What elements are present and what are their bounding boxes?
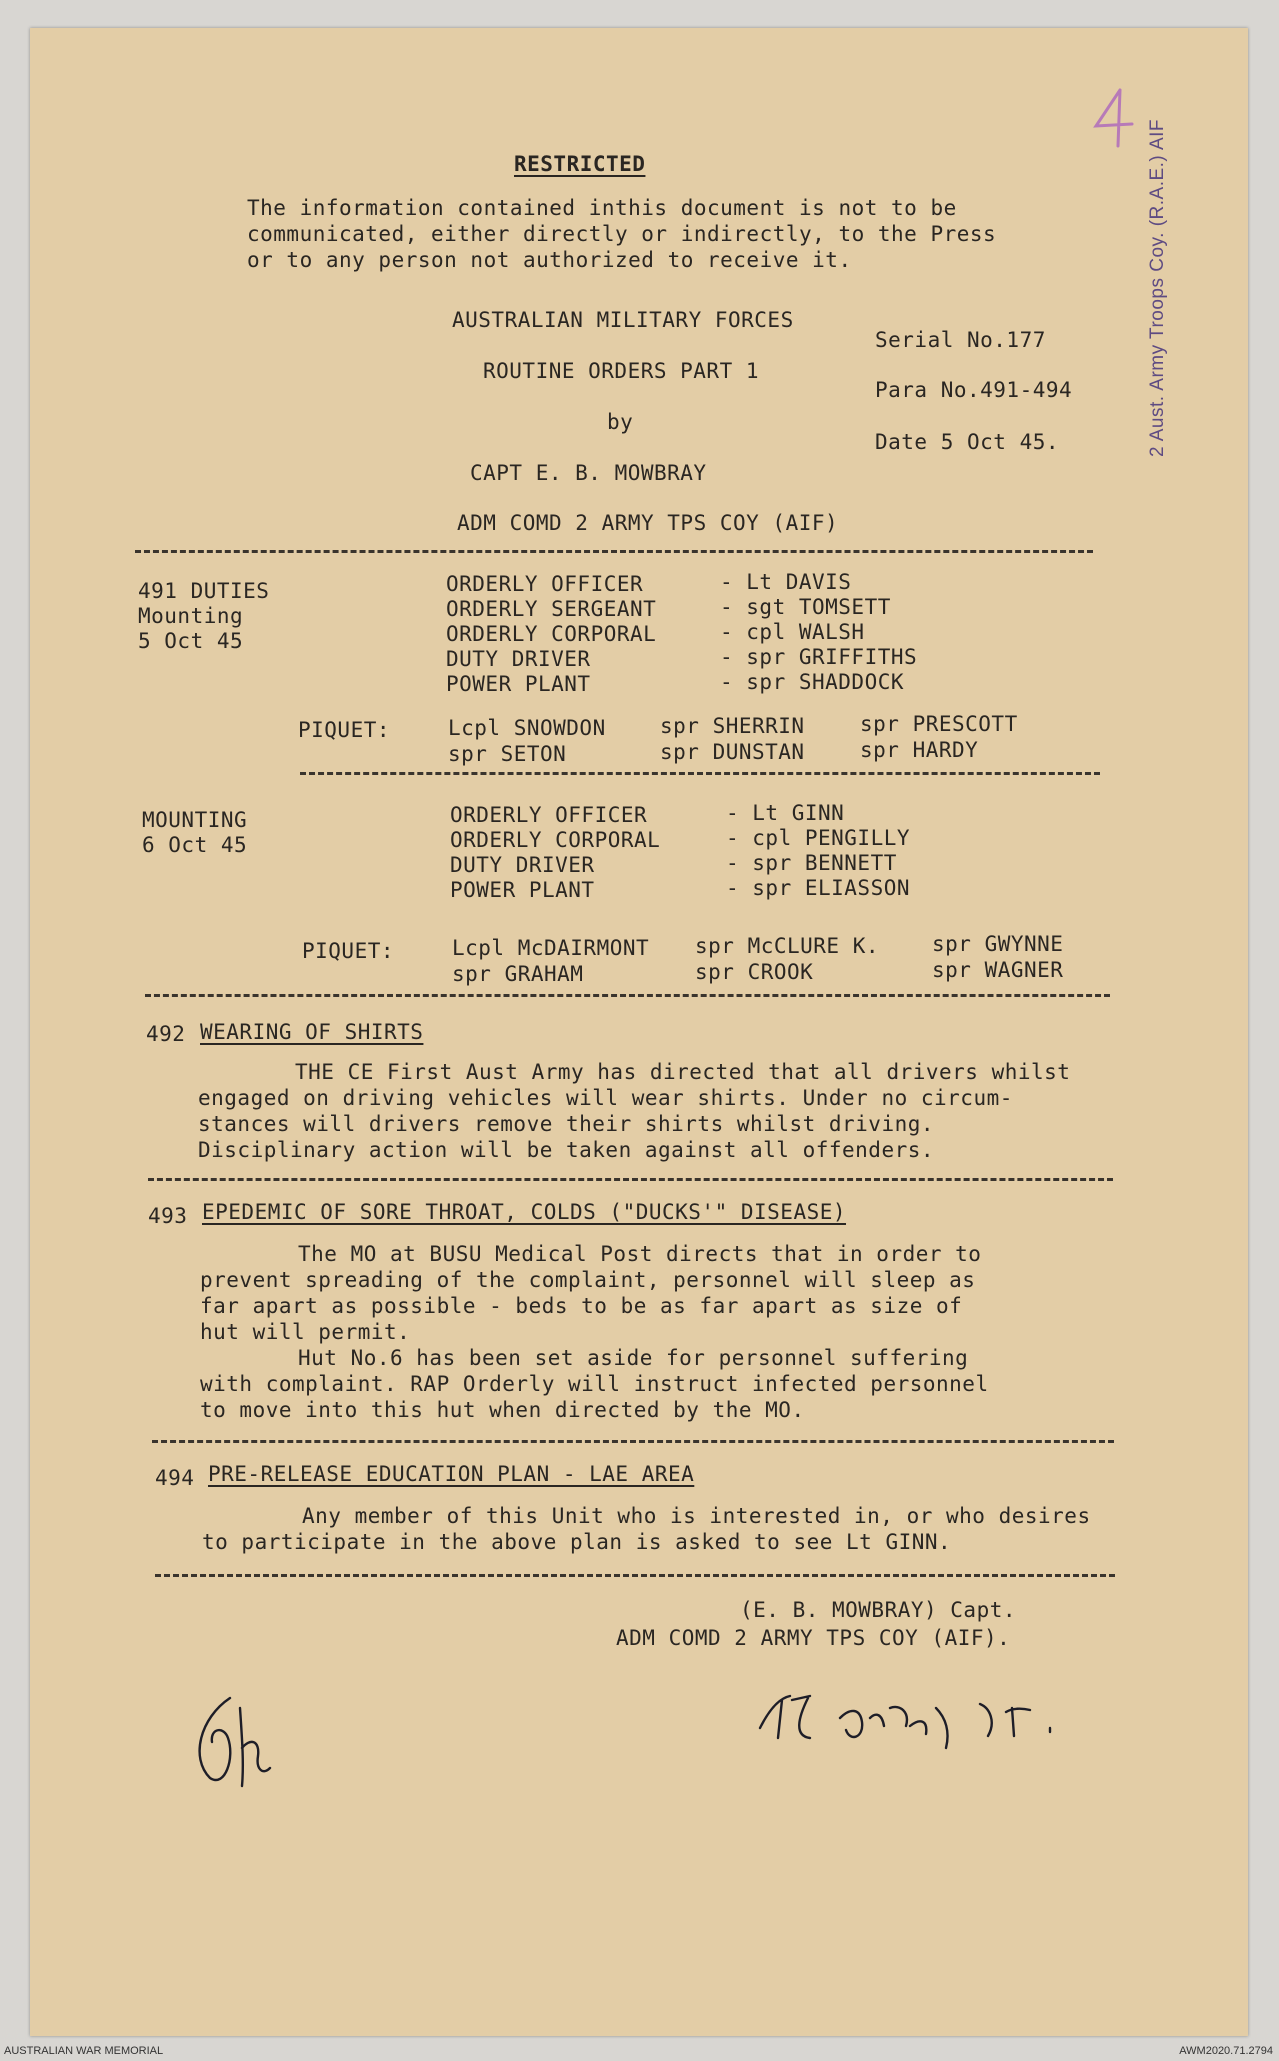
piquet-member: spr SHERRIN: [660, 714, 805, 738]
piquet-label: PIQUET:: [302, 939, 395, 963]
item-title: EPEDEMIC OF SORE THROAT, COLDS ("DUCKS'" DISEASE): [202, 1200, 847, 1224]
piquet-member: spr McCLURE K.: [695, 934, 880, 958]
item-title: PRE-RELEASE EDUCATION PLAN - LAE AREA: [208, 1462, 695, 1486]
title-line: ROUTINE ORDERS PART 1: [483, 359, 760, 383]
duty-name: - Lt GINN: [726, 801, 845, 825]
duty-name: - Lt DAVIS: [720, 570, 852, 594]
signatory-unit: ADM COMD 2 ARMY TPS COY (AIF).: [616, 1626, 1011, 1650]
duty-role: ORDERLY SERGEANT: [446, 597, 657, 621]
section-rule: [135, 550, 1093, 553]
duty-role: ORDERLY CORPORAL: [450, 828, 661, 852]
order-date: Date 5 Oct 45.: [875, 430, 1060, 454]
duties-subheading: Mounting: [138, 604, 244, 628]
mounting-heading: MOUNTING: [142, 808, 248, 832]
title-line: ADM COMD 2 ARMY TPS COY (AIF): [457, 511, 839, 535]
duty-role: DUTY DRIVER: [450, 853, 595, 877]
piquet-member: spr SETON: [448, 742, 567, 766]
duty-name: - sgt TOMSETT: [720, 595, 891, 619]
piquet-member: spr HARDY: [860, 738, 979, 762]
duty-role: POWER PLANT: [446, 672, 591, 696]
notice-line: communicated, either directly or indirectly, to the Press: [247, 222, 997, 246]
handwritten-initials: [180, 1678, 300, 1798]
document-page: [30, 28, 1248, 2036]
duty-name: - spr BENNETT: [726, 851, 897, 875]
notice-line: The information contained inthis document is not to be: [247, 196, 957, 220]
item-number: 493: [148, 1204, 188, 1228]
item-number: 492: [146, 1022, 186, 1046]
duty-name: - spr GRIFFITHS: [720, 645, 918, 669]
section-rule: [145, 994, 1110, 997]
serial-number: Serial No.177: [875, 328, 1046, 352]
piquet-label: PIQUET:: [298, 718, 391, 742]
title-line: AUSTRALIAN MILITARY FORCES: [452, 308, 794, 332]
item-text-line: The MO at BUSU Medical Post directs that in order to: [298, 1242, 982, 1266]
duty-role: ORDERLY OFFICER: [446, 572, 644, 596]
duties-date: 5 Oct 45: [138, 629, 244, 653]
title-line: by: [607, 410, 634, 434]
duties-heading: 491 DUTIES: [138, 579, 270, 603]
piquet-member: spr CROOK: [695, 960, 814, 984]
item-number: 494: [155, 1466, 195, 1490]
signatory-name: (E. B. MOWBRAY) Capt.: [740, 1598, 1017, 1622]
item-text-line: engaged on driving vehicles will wear shirts. Under no circum-: [198, 1086, 1013, 1110]
section-rule: [148, 1178, 1113, 1181]
item-text-line: stances will drivers remove their shirts whilst driving.: [198, 1112, 935, 1136]
item-text-line: to move into this hut when directed by the MO.: [200, 1398, 805, 1422]
mounting-date: 6 Oct 45: [142, 833, 248, 857]
duty-name: - cpl PENGILLY: [726, 826, 911, 850]
para-number: Para No.491-494: [875, 378, 1073, 402]
footer-left: AUSTRALIAN WAR MEMORIAL: [4, 2045, 164, 2057]
item-text-line: hut will permit.: [200, 1320, 411, 1344]
duty-role: ORDERLY OFFICER: [450, 803, 648, 827]
restricted-heading: RESTRICTED: [514, 152, 646, 176]
notice-line: or to any person not authorized to receive it.: [247, 248, 852, 272]
item-text-line: THE CE First Aust Army has directed that all drivers whilst: [295, 1060, 1071, 1084]
footer-right: AWM2020.71.2794: [1179, 2045, 1273, 2057]
duty-role: POWER PLANT: [450, 878, 595, 902]
duty-name: - spr ELIASSON: [726, 876, 911, 900]
unit-stamp: 2 Aust. Army Troops Coy. (R.A.E.) AIF: [1147, 118, 1168, 458]
handwritten-mark-four: [1090, 86, 1138, 150]
duty-name: - cpl WALSH: [720, 620, 865, 644]
piquet-member: spr DUNSTAN: [660, 740, 805, 764]
piquet-member: spr GWYNNE: [932, 932, 1064, 956]
piquet-member: spr GRAHAM: [452, 962, 584, 986]
item-text-line: Any member of this Unit who is interested in, or who desires: [302, 1504, 1091, 1528]
item-title: WEARING OF SHIRTS: [200, 1020, 424, 1044]
item-text-line: far apart as possible - beds to be as far apart as size of: [200, 1294, 963, 1318]
section-rule: [152, 1440, 1114, 1443]
piquet-member: spr PRESCOTT: [860, 712, 1018, 736]
piquet-member: Lcpl McDAIRMONT: [452, 936, 650, 960]
item-text-line: prevent spreading of the complaint, personnel will sleep as: [200, 1268, 976, 1292]
title-line: CAPT E. B. MOWBRAY: [470, 461, 707, 485]
item-text-line: Hut No.6 has been set aside for personnel suffering: [298, 1346, 969, 1370]
piquet-member: spr WAGNER: [932, 958, 1064, 982]
handwritten-signature: [750, 1678, 1090, 1758]
item-text-line: Disciplinary action will be taken against all offenders.: [198, 1138, 935, 1162]
section-rule: [300, 772, 1100, 775]
section-rule: [155, 1574, 1115, 1577]
piquet-member: Lcpl SNOWDON: [448, 716, 606, 740]
item-text-line: to participate in the above plan is asked to see Lt GINN.: [202, 1530, 952, 1554]
duty-name: - spr SHADDOCK: [720, 670, 905, 694]
item-text-line: with complaint. RAP Orderly will instruct infected personnel: [200, 1372, 989, 1396]
duty-role: DUTY DRIVER: [446, 647, 591, 671]
duty-role: ORDERLY CORPORAL: [446, 622, 657, 646]
